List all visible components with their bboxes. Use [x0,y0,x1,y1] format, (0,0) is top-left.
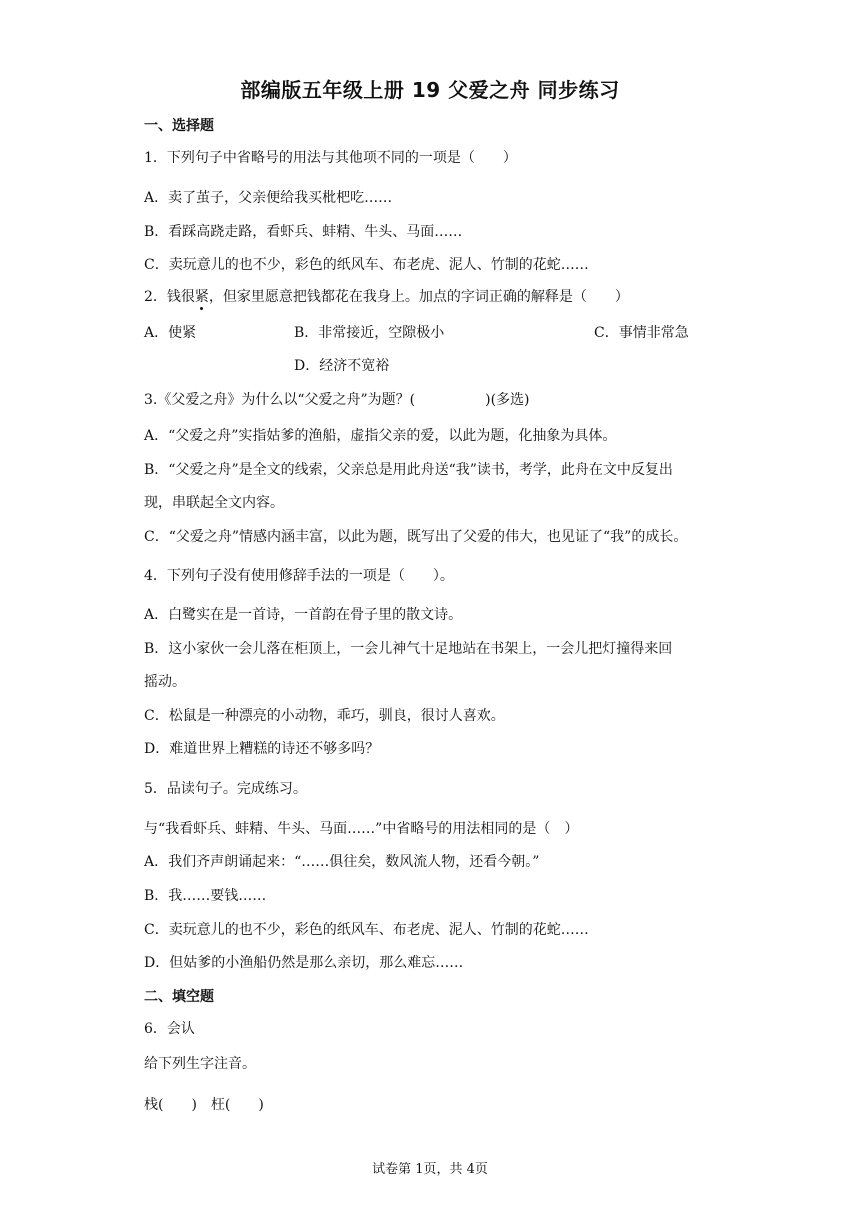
question-5-subprompt: 与“我看虾兵、蚌精、牛头、马面……”中省略号的用法相同的是（ ） [144,821,579,837]
question-2-option-a: A．使紧 [144,325,197,341]
question-6-subprompt: 给下列生字注音。 [144,1056,256,1072]
question-1-option-c: C．卖玩意儿的也不少，彩色的纸风车、布老虎、泥人、竹制的花蛇…… [144,257,589,273]
question-2-option-c: C．事情非常急 [594,325,689,341]
question-4-option-a: A．白鹭实在是一首诗，一首韵在骨子里的散文诗。 [144,607,463,623]
question-6-pinyin-blanks: 栈( ) 枉( ) [144,1097,264,1113]
question-3-option-c: C．“父爱之舟”情感内涵丰富，以此为题，既写出了父爱的伟大，也见证了“我”的成长。 [144,529,688,545]
question-5-option-c: C．卖玩意儿的也不少，彩色的纸风车、布老虎、泥人、竹制的花蛇…… [144,922,589,938]
page-footer: 试卷第 1页，共 4页 [372,1162,488,1177]
question-4-option-b: B．这小家伙一会儿落在柜顶上，一会儿神气十足地站在书架上，一会儿把灯撞得来回 [144,641,673,657]
question-2-stem-start: 2．钱很 [144,289,195,305]
question-2-stem-end: ，但家里愿意把钱都花在我身上。加点的字词正确的解释是（ ） [208,289,629,305]
question-1-stem: 1．下列句子中省略号的用法与其他项不同的一项是（ ） [144,150,517,166]
question-5-option-b: B．我……要钱…… [144,888,267,904]
question-4-stem: 4．下列句子没有使用修辞手法的一项是（ ）。 [144,568,454,584]
question-1-option-b: B．看踩高跷走路，看虾兵、蚌精、牛头、马面…… [144,224,463,240]
question-3-stem: 3.《父爱之舟》为什么以“父爱之舟”为题？( )(多选) [144,392,530,408]
question-6-stem: 6．会认 [144,1021,195,1037]
question-2-option-d: D．经济不宽裕 [294,358,390,374]
question-5-option-a: A．我们齐声朗诵起来：“……俱往矣，数风流人物，还看今朝。” [144,854,540,870]
question-3-option-b: B．“父爱之舟”是全文的线索，父亲总是用此舟送“我”读书，考学，此舟在文中反复出 [144,462,673,478]
section-heading-choice: 一、选择题 [144,118,214,134]
question-3-option-b-continued: 现，串联起全文内容。 [144,495,284,511]
question-1-option-a: A．卖了茧子，父亲便给我买枇杷吃…… [144,190,393,206]
question-5-option-d: D．但姑爹的小渔船仍然是那么亲切，那么难忘…… [144,955,464,971]
page-title: 部编版五年级上册 19 父爱之舟 同步练习 [240,78,620,102]
question-5-stem: 5．品读句子。完成练习。 [144,781,307,797]
section-heading-fill: 二、填空题 [144,989,214,1005]
question-4-option-c: C．松鼠是一种漂亮的小动物，乖巧，驯良，很讨人喜欢。 [144,708,505,724]
question-3-option-a: A．“父爱之舟”实指姑爹的渔船，虚指父亲的爱，以此为题，化抽象为具体。 [144,428,617,444]
question-2-stem [144,286,629,306]
question-4-option-b-continued: 摇动。 [144,674,186,690]
question-2-option-b: B．非常接近，空隙极小 [294,325,445,341]
question-4-option-d: D．难道世界上糟糕的诗还不够多吗？ [144,741,380,757]
question-2-dotted-char: 紧 [194,289,209,305]
